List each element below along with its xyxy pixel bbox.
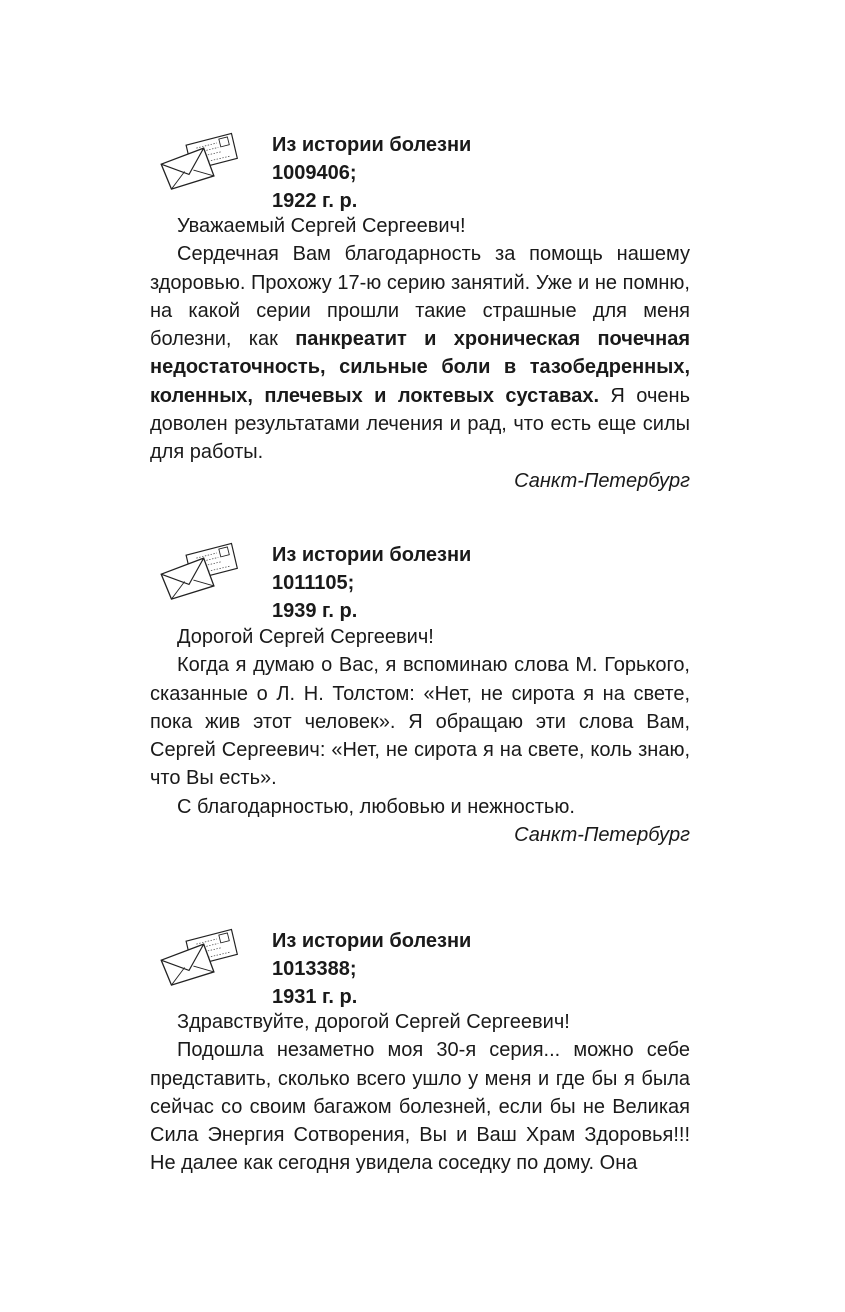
envelope-icon (150, 132, 250, 192)
paragraph: Подошла незаметно моя 30-я серия... можно себе представить, сколько всего ушло у меня и где бы я была сейчас со своим багажом болезней, если бы не Великая Сила Энергия Сотворения, Вы и Ваш Храм Здоровья!!! Не далее как сегодня увидела соседку по дому. Она (150, 1039, 690, 1175)
letter-header (272, 541, 471, 625)
greeting: Уважаемый Сергей Сергеевич! (177, 215, 466, 237)
case-number: 1009406; (272, 162, 357, 184)
paragraph: Когда я думаю о Вас, я вспоминаю слова М. Горького, сказанные о Л. Н. Толстом: «Нет, не сирота я на свете, пока жив этот человек». Я обращаю эти слова Вам, Сергей Сергеевич: «Нет, не сирота я на свете, коль знаю, что Вы есть». (150, 654, 690, 790)
paragraph-bold-text: панкреатит и хроническая почечная недостаточность, сильные боли в тазобедренных, коленных, плечевых и локтевых суставах. (150, 328, 690, 407)
envelope-icon (150, 928, 250, 988)
case-number: 1011105; (272, 572, 355, 594)
birth-year: 1922 г. р. (272, 190, 358, 212)
heading: Из истории болезни (272, 134, 472, 156)
letter-body (150, 623, 690, 849)
case-number: 1013388; (272, 958, 357, 980)
heading: Из истории болезни (272, 930, 472, 952)
paragraph: С благодарностью, любовью и нежностью. (177, 795, 575, 818)
letter-body (150, 1008, 690, 1178)
envelope-icon (150, 542, 250, 602)
letter-body (150, 212, 690, 495)
birth-year: 1931 г. р. (272, 986, 358, 1008)
paragraph-text: Я очень доволен результатами лечения и рад, что есть еще силы для работы. (150, 384, 690, 464)
greeting: Здравствуйте, дорогой Сергей Сергеевич! (177, 1011, 570, 1033)
letter-header (272, 927, 471, 1011)
greeting: Дорогой Сергей Сергеевич! (177, 626, 434, 648)
paragraph (150, 240, 690, 466)
letter-header (272, 131, 471, 215)
birth-year: 1939 г. р. (272, 600, 358, 622)
paragraph-text: Сердечная Вам благодарность за помощь нашему здоровью. Прохожу 17-ю серию занятий. Уже и не помню, на какой серии прошли такие страшные для меня болезни, как (150, 243, 690, 351)
city-signature: Санкт-Петербург (514, 469, 690, 492)
heading: Из истории болезни (272, 544, 472, 566)
city-signature: Санкт-Петербург (514, 824, 690, 847)
